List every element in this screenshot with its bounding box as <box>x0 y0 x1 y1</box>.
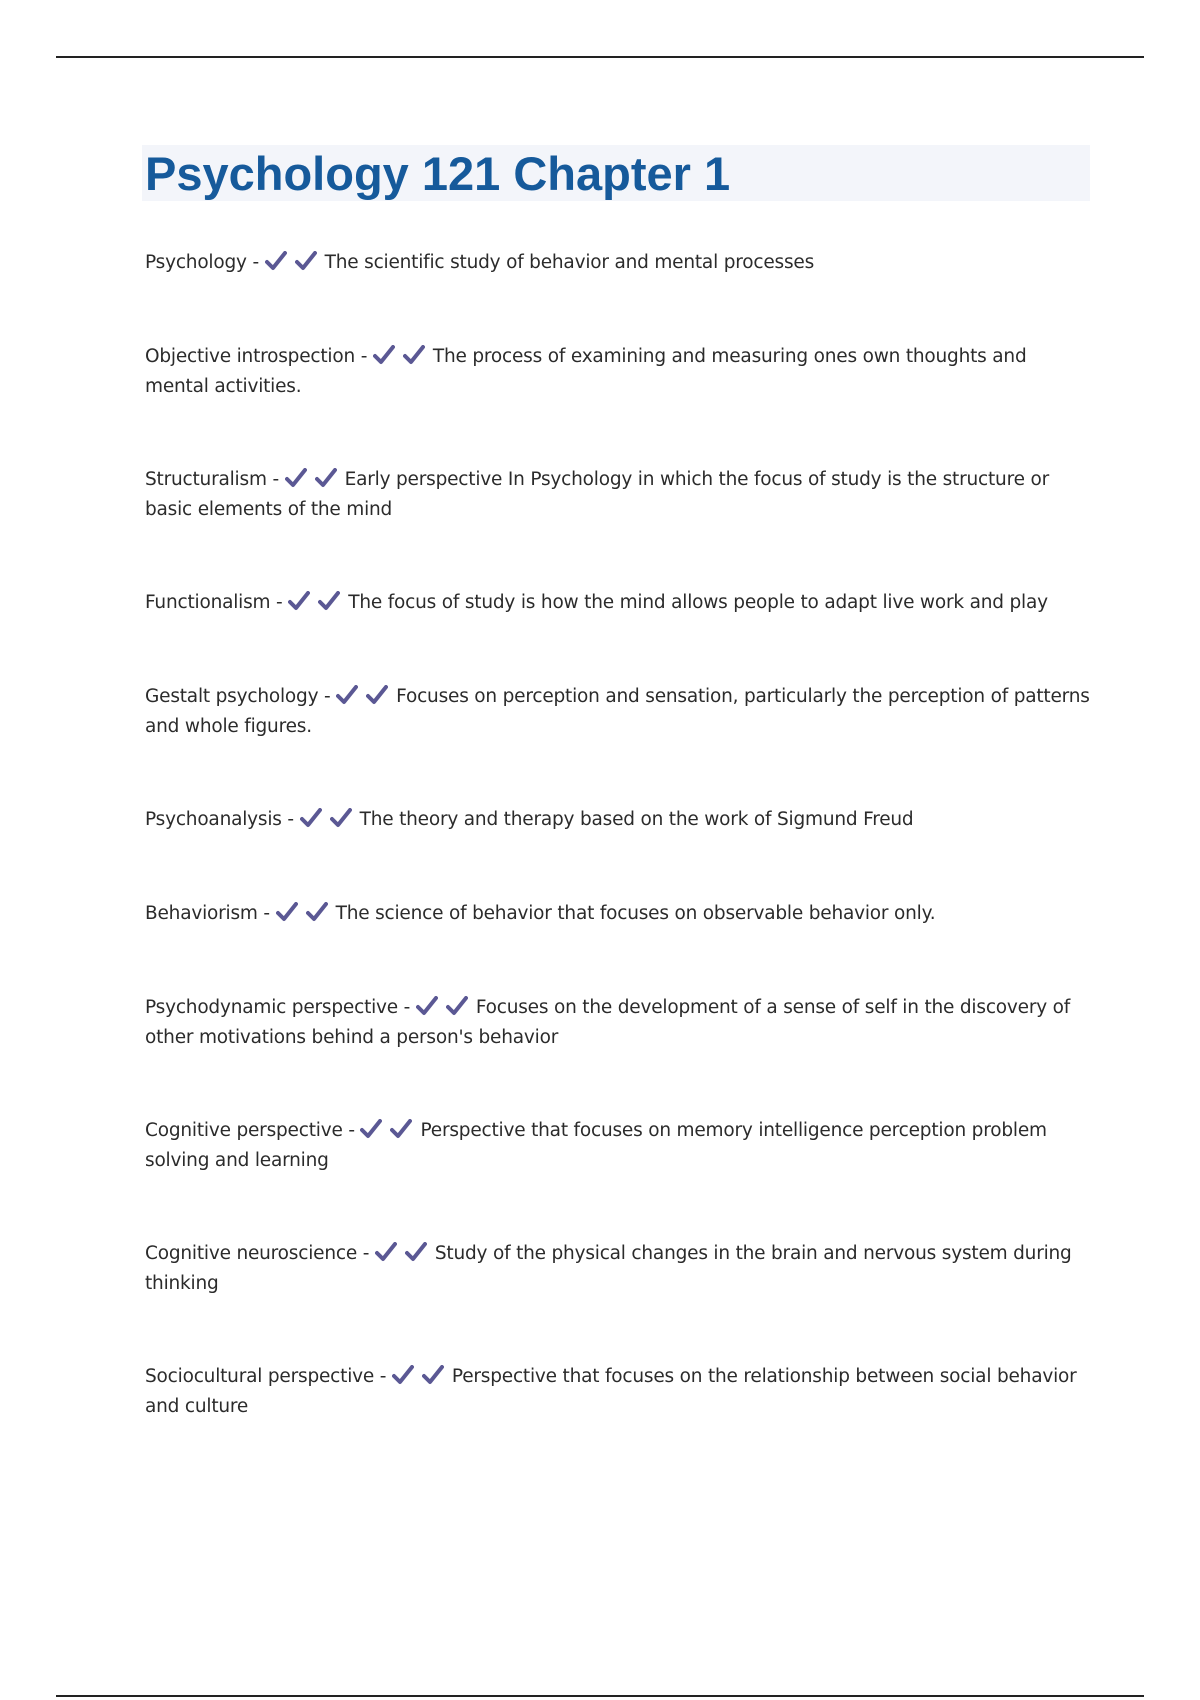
entry-separator: - <box>246 252 265 273</box>
header-rule <box>56 56 1144 58</box>
checkmark-icon <box>373 345 395 365</box>
entry-definition: The focus of study is how the mind allows people to adapt live work and play <box>348 592 1048 613</box>
entry-definition: Early perspective In Psychology in which the focus of study is the structure or basic elements of the mind <box>145 469 1049 520</box>
definition-entry <box>145 465 1095 525</box>
entry-definition: The science of behavior that focuses on observable behavior only. <box>335 903 936 924</box>
checkmark-icon <box>403 345 425 365</box>
entry-separator: - <box>266 469 285 490</box>
checkmark-icon <box>315 468 337 488</box>
definition-entry <box>145 248 1095 278</box>
checkmark-icon <box>392 1365 414 1385</box>
entry-term: Cognitive neuroscience <box>145 1243 358 1264</box>
entry-separator: - <box>357 1243 375 1264</box>
entry-definition: The theory and therapy based on the work of Sigmund Freud <box>359 809 914 830</box>
entry-term: Cognitive perspective <box>145 1120 343 1141</box>
checkmark-icon <box>360 1119 382 1139</box>
entry-definition: The scientific study of behavior and mental processes <box>324 252 815 273</box>
checkmark-icon <box>336 685 358 705</box>
entry-term: Psychodynamic perspective <box>145 997 398 1018</box>
definition-entry <box>145 993 1095 1053</box>
definition-entry <box>145 1239 1095 1299</box>
footer-rule <box>56 1695 1144 1697</box>
entry-term: Structuralism <box>145 469 267 490</box>
checkmark-icon <box>422 1365 444 1385</box>
entry-separator: - <box>342 1120 361 1141</box>
entry-term: Sociocultural perspective <box>145 1366 375 1387</box>
checkmark-icon <box>318 591 340 611</box>
checkmark-icon <box>285 468 307 488</box>
entry-term: Behaviorism <box>145 903 258 924</box>
entry-separator: - <box>318 686 337 707</box>
entry-separator: - <box>281 809 300 830</box>
entry-term: Psychology <box>145 252 247 273</box>
entry-separator: - <box>355 346 373 367</box>
checkmark-icon <box>265 251 287 271</box>
entry-term: Gestalt psychology <box>145 686 319 707</box>
checkmark-icon <box>446 996 468 1016</box>
checkmark-icon <box>295 251 317 271</box>
checkmark-icon <box>375 1242 397 1262</box>
entry-definition: Perspective that focuses on the relationship between social behavior and culture <box>145 1366 1077 1417</box>
checkmark-icon <box>276 902 298 922</box>
page-title: Psychology 121 Chapter 1 <box>145 147 731 200</box>
entry-definition: Focuses on perception and sensation, particularly the perception of patterns and whole figures. <box>145 686 1090 737</box>
entry-term: Functionalism <box>145 592 271 613</box>
checkmark-icon <box>405 1242 427 1262</box>
entry-separator: - <box>398 997 416 1018</box>
entry-separator: - <box>257 903 276 924</box>
entry-separator: - <box>374 1366 392 1387</box>
checkmark-icon <box>390 1119 412 1139</box>
definition-entry <box>145 899 1095 929</box>
entry-definition: Study of the physical changes in the brain and nervous system during thinking <box>145 1243 1072 1294</box>
definition-list <box>145 248 1095 1485</box>
definition-entry <box>145 588 1095 618</box>
definition-entry <box>145 1116 1095 1176</box>
checkmark-icon <box>416 996 438 1016</box>
checkmark-icon <box>300 808 322 828</box>
checkmark-icon <box>288 591 310 611</box>
checkmark-icon <box>306 902 328 922</box>
checkmark-icon <box>366 685 388 705</box>
entry-definition: Perspective that focuses on memory intelligence perception problem solving and learning <box>145 1120 1047 1171</box>
entry-term: Objective introspection <box>145 346 356 367</box>
entry-definition: Focuses on the development of a sense of self in the discovery of other motivations behind a person's behavior <box>145 997 1071 1048</box>
entry-separator: - <box>270 592 289 613</box>
entry-definition: The process of examining and measuring ones own thoughts and mental activities. <box>145 346 1027 397</box>
definition-entry <box>145 1362 1095 1422</box>
entry-term: Psychoanalysis <box>145 809 282 830</box>
definition-entry <box>145 342 1095 402</box>
checkmark-icon <box>330 808 352 828</box>
definition-entry <box>145 805 1095 835</box>
definition-entry <box>145 682 1095 742</box>
